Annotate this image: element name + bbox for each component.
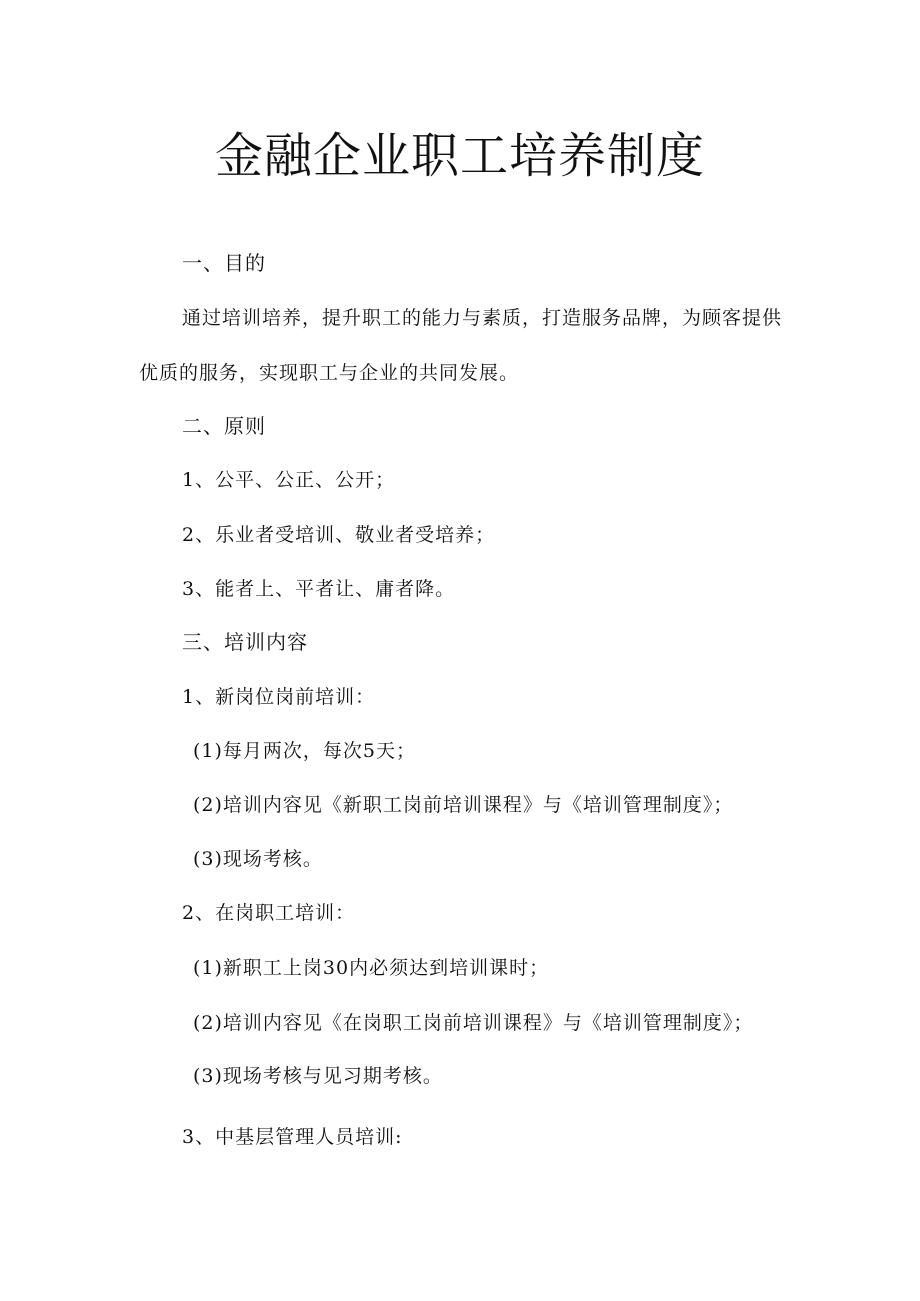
content-group-title: 2、在岗职工培训： — [182, 902, 356, 924]
section-heading-content: 三、培训内容 — [182, 630, 308, 654]
content-group-title: 3、中基层管理人员培训: — [182, 1126, 403, 1148]
principle-item: 2、乐业者受培训、敬业者受培养； — [182, 524, 496, 546]
principle-item: 3、能者上、平者让、庸者降。 — [182, 578, 456, 600]
content-group-item: (3)现场考核。 — [193, 848, 323, 870]
document-title: 金融企业职工培养制度 — [214, 128, 705, 184]
content-group-item: (3)现场考核与见习期考核。 — [193, 1065, 443, 1087]
purpose-paragraph-line-1: 通过培训培养，提升职工的能力与素质，打造服务品牌，为顾客提供 — [182, 307, 783, 329]
content-group-item: (1)每月两次，每次5天； — [193, 740, 417, 762]
section-heading-purpose: 一、目的 — [182, 251, 266, 275]
section-heading-principles: 二、原则 — [182, 414, 266, 438]
content-group-title: 1、新岗位岗前培训： — [182, 686, 376, 708]
content-group-item: (1)新职工上岗30内必须达到培训课时； — [193, 957, 550, 979]
content-group-item: (2)培训内容见《在岗职工岗前培训课程》与《培训管理制度》； — [193, 1012, 754, 1034]
principle-item: 1、公平、公正、公开； — [182, 469, 396, 491]
content-group-item: (2)培训内容见《新职工岗前培训课程》与《培训管理制度》； — [193, 794, 734, 816]
purpose-paragraph-line-2: 优质的服务，实现职工与企业的共同发展。 — [139, 362, 520, 384]
